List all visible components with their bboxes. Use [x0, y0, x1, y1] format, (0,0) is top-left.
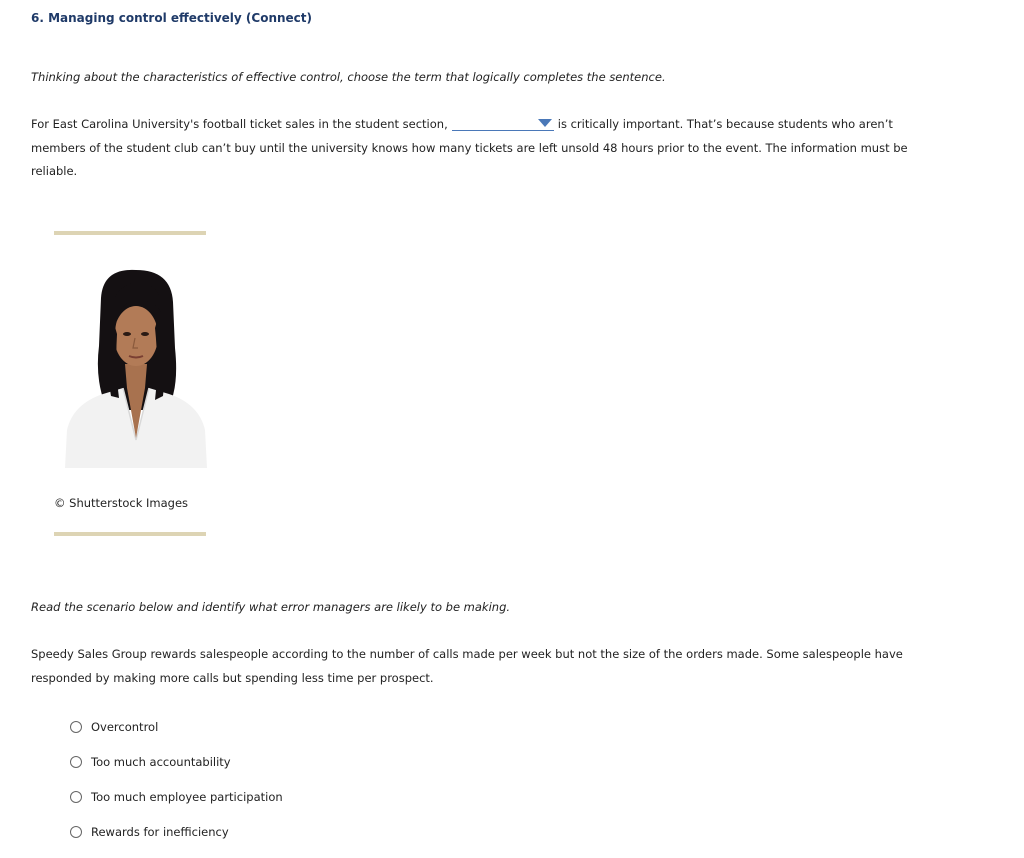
term-dropdown[interactable]	[452, 114, 554, 131]
option-too-much-accountability[interactable]	[70, 744, 283, 779]
image-credit: © Shutterstock Images	[54, 496, 189, 510]
option-label: Too much accountability	[91, 754, 231, 769]
question-sentence	[31, 113, 941, 184]
stock-photo	[65, 268, 207, 468]
chevron-down-icon[interactable]	[538, 119, 552, 127]
figure-top-divider	[54, 231, 206, 235]
option-label: Rewards for inefficiency	[91, 824, 229, 839]
scenario-instruction: Read the scenario below and identify what error managers are likely to be making.	[31, 600, 511, 614]
sentence-before: For East Carolina University's football ticket sales in the student section,	[31, 117, 448, 131]
sentence-after: is critically important. That’s because students who aren’t members of the student club can’t buy until the university knows how many tickets are left unsold 48 hours prior to the event. The information must be reliable.	[31, 117, 908, 178]
option-label: Too much employee participation	[91, 789, 283, 804]
scenario-text: Speedy Sales Group rewards salespeople according to the number of calls made per week but not the size of the orders made. Some salespeople have responded by making more calls but spending less time per prospect.	[31, 647, 903, 685]
answer-options	[70, 709, 283, 849]
option-too-much-employee-participation[interactable]	[70, 779, 283, 814]
radio-button[interactable]	[70, 791, 82, 803]
question-title: 6. Managing control effectively (Connect)	[31, 11, 312, 25]
instruction-text: Thinking about the characteristics of effective control, choose the term that logically completes the sentence.	[31, 70, 666, 84]
radio-button[interactable]	[70, 756, 82, 768]
option-label: Overcontrol	[91, 719, 159, 734]
figure-bottom-divider	[54, 532, 206, 536]
option-rewards-for-inefficiency[interactable]	[70, 814, 283, 849]
radio-button[interactable]	[70, 721, 82, 733]
radio-button[interactable]	[70, 826, 82, 838]
option-overcontrol[interactable]	[70, 709, 283, 744]
